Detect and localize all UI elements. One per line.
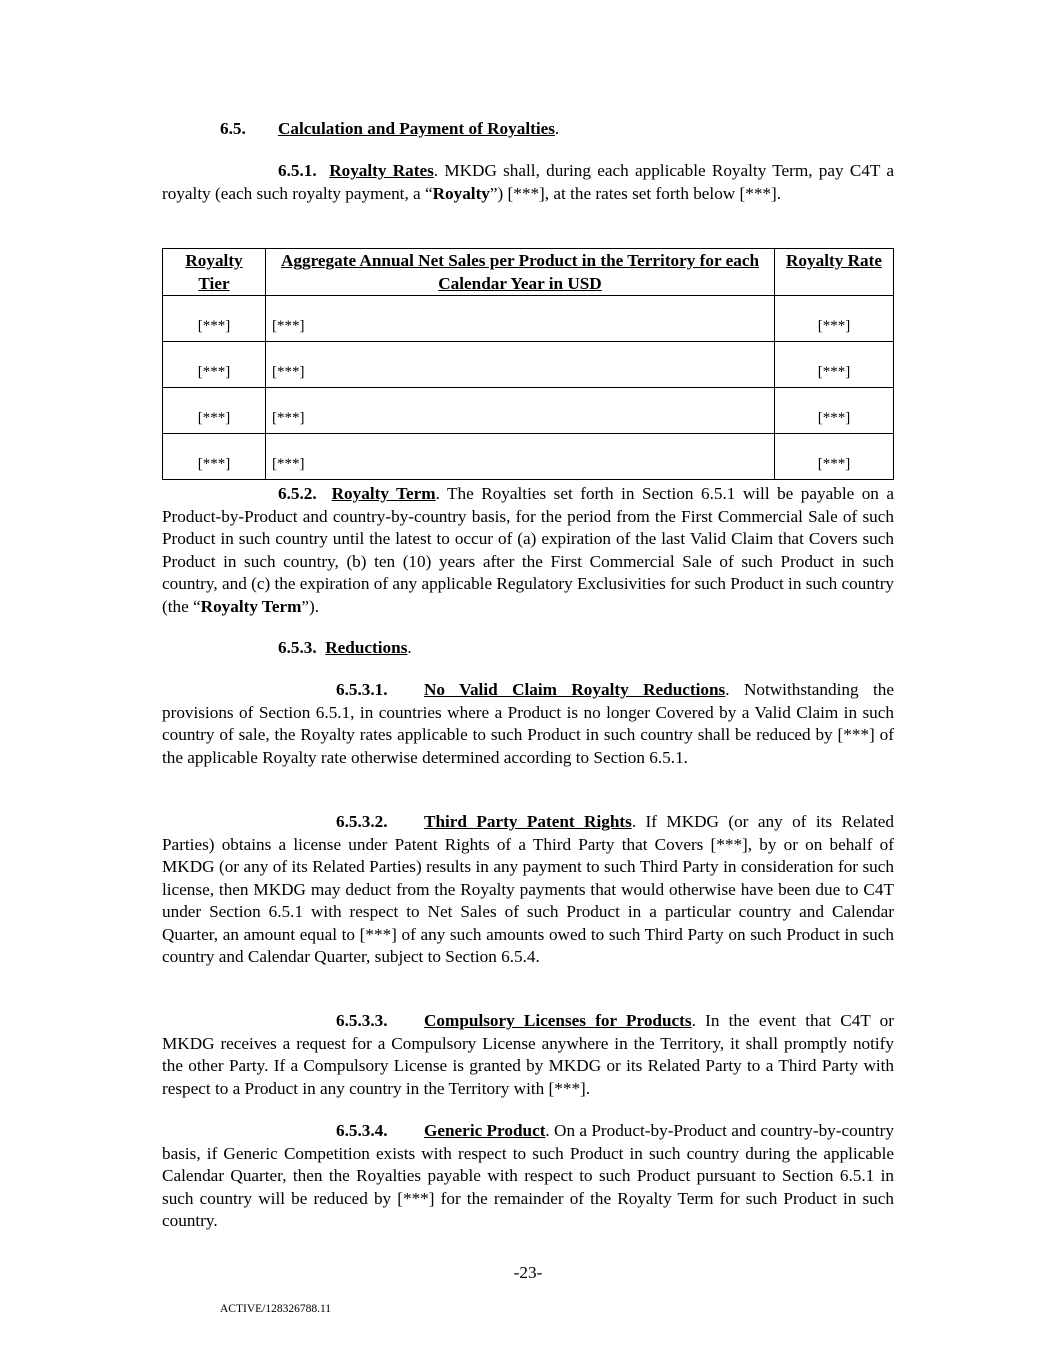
net-sales-cell: [***] xyxy=(266,388,775,434)
royalty-table xyxy=(162,248,894,480)
clause-title: Royalty Rates xyxy=(329,161,434,180)
tier-cell: [***] xyxy=(163,388,266,434)
clause-number: 6.5.3.2. xyxy=(336,812,388,831)
clause-title: Royalty Term xyxy=(331,484,436,503)
column-header-net-sales: Aggregate Annual Net Sales per Product in the Territory for each Calendar Year in USD xyxy=(266,249,775,296)
column-header-rate: Royalty Rate xyxy=(775,249,894,296)
section-number: 6.5. xyxy=(220,119,246,138)
royalty-term-paragraph: 6.5.2. Royalty Term. The Royalties set forth in Section 6.5.1 will be payable on a Product-by-Product and country-by-country basis, for the period from the First Commercial Sale of such Product in such country until the latest to occur of (a) expiration of the last Valid Claim that Covers such Product in such country, (b) ten (10) years after the First Commercial Sale of such Product in such country, and (c) the expiration of any applicable Regulatory Exclusivities for such Product in such country (the “Royalty Term”). xyxy=(162,484,895,616)
clause-number: 6.5.2. xyxy=(278,484,317,503)
tier-cell: [***] xyxy=(163,296,266,342)
net-sales-cell: [***] xyxy=(266,342,775,388)
clause-number: 6.5.3.1. xyxy=(336,680,388,699)
clause-title: Third Party Patent Rights xyxy=(424,812,632,831)
rate-cell: [***] xyxy=(775,296,894,342)
clause-number: 6.5.3.3. xyxy=(336,1011,388,1030)
net-sales-cell: [***] xyxy=(266,434,775,480)
tier-cell: [***] xyxy=(163,434,266,480)
section-heading: 6.5. Calculation and Payment of Royalties. xyxy=(220,118,559,141)
tier-cell: [***] xyxy=(163,342,266,388)
table-row xyxy=(163,388,894,434)
rate-cell: [***] xyxy=(775,342,894,388)
page-number: -23- xyxy=(513,1263,543,1282)
generic-product-paragraph: 6.5.3.4. Generic Product. On a Product-by-Product and country-by-country basis, if Generic Competition exists with respect to such Product in such country during the applicable Calendar Quarter, then the Royalties payable with respect to such Product pursuant to Section 6.5.1 in such country will be reduced by [***] for the remainder of the Royalty Term for such Product in such country. xyxy=(162,1121,894,1230)
third-party-patent-paragraph: 6.5.3.2. Third Party Patent Rights. If MKDG (or any of its Related Parties) obtains a license under Patent Rights of a Third Party that Covers [***], by or on behalf of MKDG (or any of its Related Parties) results in any payment to such Third Party in consideration for such license, then MKDG may deduct from the Royalty payments that would otherwise have been due to C4T under Section 6.5.1 with respect to Net Sales of such Product in a particular country and Calendar Quarter, an amount equal to [***] of any such amounts owed to such Third Party on such Product in such country and Calendar Quarter, subject to Section 6.5.4. xyxy=(162,812,895,966)
clause-number: 6.5.3.4. xyxy=(336,1121,388,1140)
section-title: Calculation and Payment of Royalties xyxy=(278,119,555,138)
net-sales-cell: [***] xyxy=(266,296,775,342)
clause-title: Compulsory Licenses for Products xyxy=(424,1011,692,1030)
clause-title: Generic Product xyxy=(424,1121,546,1140)
table-row xyxy=(163,434,894,480)
table-row xyxy=(163,296,894,342)
clause-title: Reductions xyxy=(325,638,408,657)
clause-number: 6.5.3. xyxy=(278,638,317,657)
reductions-heading: 6.5.3. Reductions. xyxy=(278,638,412,657)
no-valid-claim-paragraph: 6.5.3.1. No Valid Claim Royalty Reductions. Notwithstanding the provisions of Section 6.5.1, in countries where a Product is no longer Covered by a Valid Claim in such country of sale, the Royalty rates applicable to such Product in such country shall be reduced by [***] of the applicable Royalty rate otherwise determined according to Section 6.5.1. xyxy=(162,680,894,767)
table-row xyxy=(163,342,894,388)
clause-title: No Valid Claim Royalty Reductions xyxy=(424,680,726,699)
document-id: ACTIVE/128326788.11 xyxy=(220,1303,332,1315)
rate-cell: [***] xyxy=(775,388,894,434)
compulsory-licenses-paragraph: 6.5.3.3. Compulsory Licenses for Products. In the event that C4T or MKDG receives a request for a Compulsory License anywhere in the Territory, it shall promptly notify the other Party. If a Compulsory License is granted by MKDG or its Related Party to a Third Party with respect to a Product in any country in the Territory with [***]. xyxy=(162,1011,894,1098)
royalty-rates-paragraph: 6.5.1. Royalty Rates. MKDG shall, during each applicable Royalty Term, pay C4T a royalty (each such royalty payment, a “Royalty”) [***], at the rates set forth below [***]. xyxy=(162,161,894,203)
table-header-row xyxy=(163,249,894,296)
column-header-tier: Royalty Tier xyxy=(163,249,266,296)
rate-cell: [***] xyxy=(775,434,894,480)
clause-number: 6.5.1. xyxy=(278,161,317,180)
